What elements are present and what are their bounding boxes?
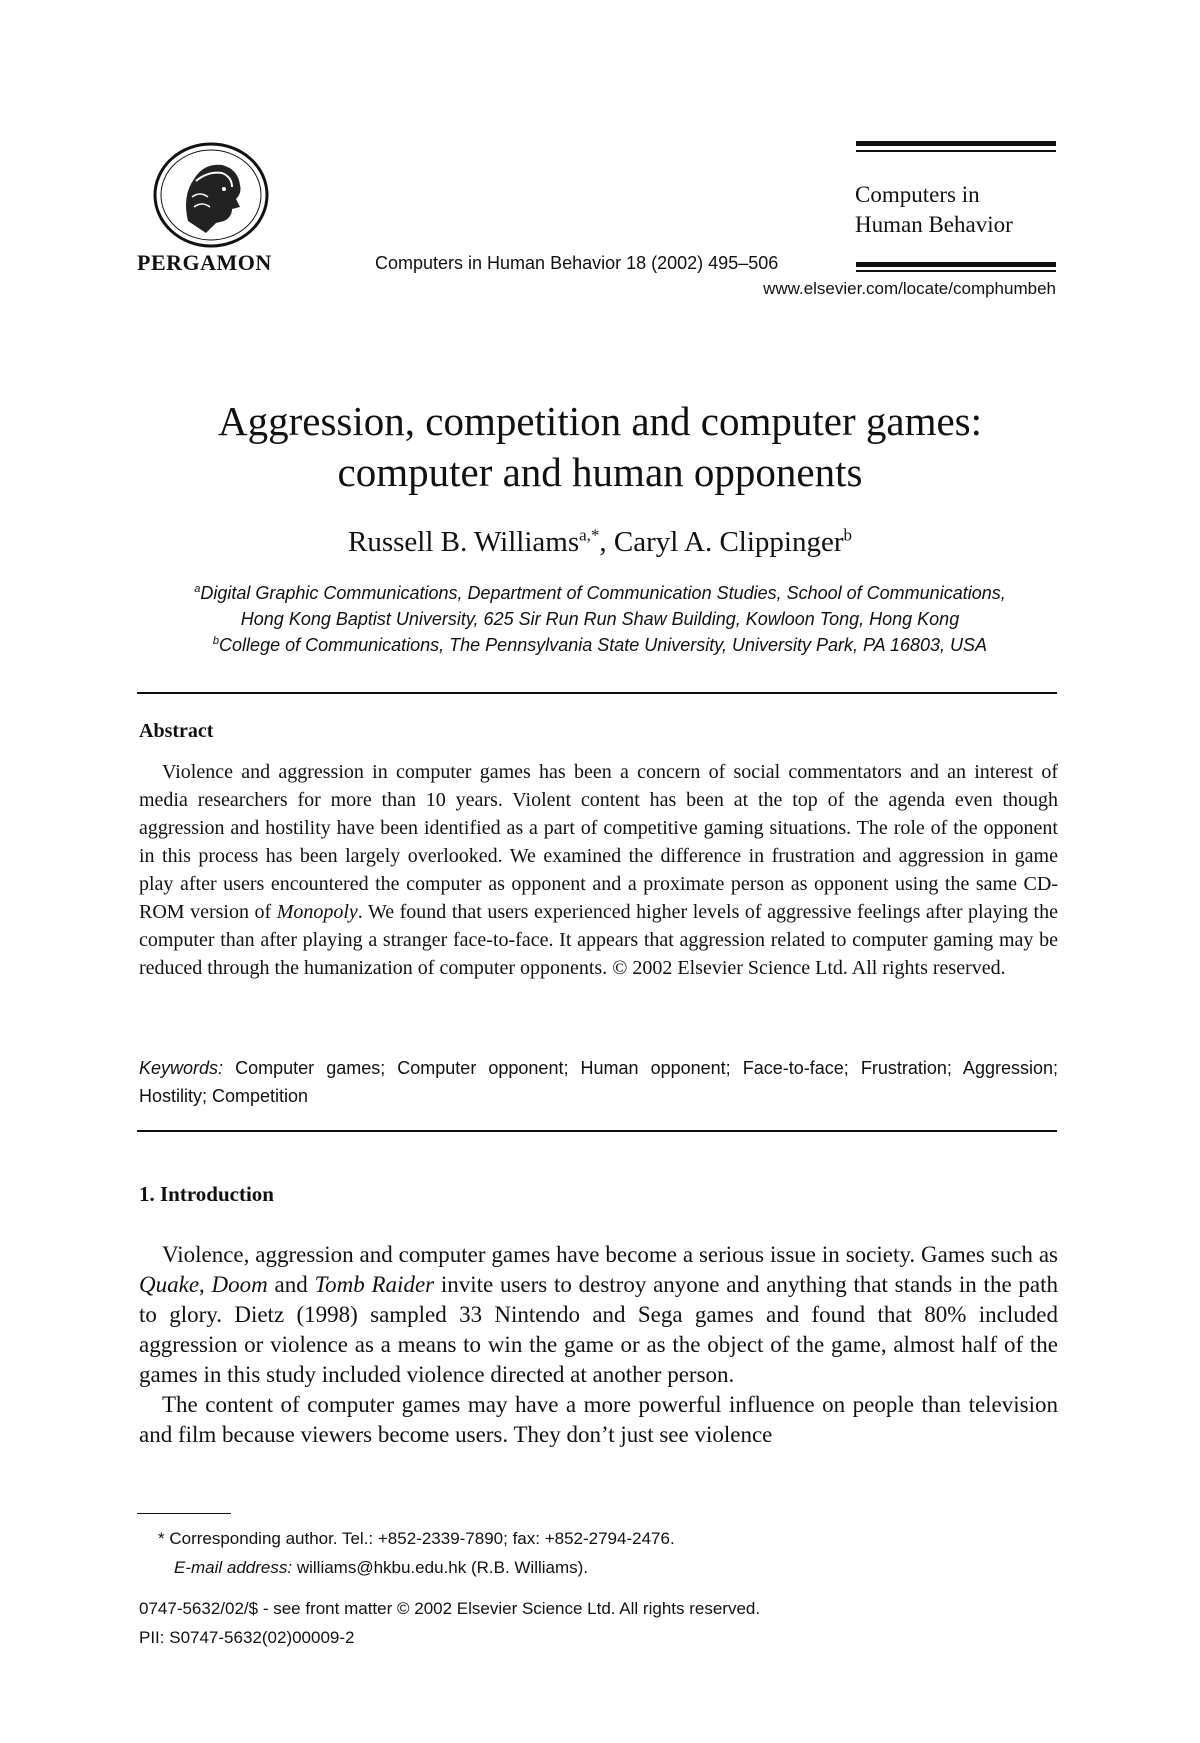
author-affiliation-marker: a,* [579,525,600,545]
journal-name-line2: Human Behavior [855,212,1013,237]
article-title [100,396,1100,498]
author-name: Caryl A. Clippinger [613,526,844,558]
footnote [158,1524,675,1582]
affiliations [100,580,1100,658]
article-title-line1: Aggression, competition and computer games: [217,398,983,444]
journal-name-line1: Computers in [855,182,980,207]
keywords-list: Computer games; Computer opponent; Human opponent; Face-to-face; Frustration; Aggression; Hostility; Competition [139,1058,1058,1106]
abstract-heading: Abstract [139,720,214,742]
journal-rule-bottom [856,262,1056,267]
pii-line: PII: S0747-5632(02)00009-2 [139,1628,355,1647]
journal-rule-bottom-thin [856,270,1056,272]
paragraph: The content of computer games may have a more powerful influence on people than television and film because viewers become users. They don’t just see violence [139,1392,1058,1447]
publication-meta [139,1594,760,1652]
article-title-line2: computer and human opponents [337,449,863,495]
keywords-label: Keywords: [139,1058,224,1078]
italic-title: Monopoly [276,901,358,923]
author-list [100,526,1100,559]
divider [137,692,1057,694]
affiliation-a: $^a$Digital Graphic Communications, Department of Communication Studies, School of Communications, [194,583,1006,603]
abstract-body: Violence and aggression in computer games has been a concern of social commentators and an interest of media researchers for more than 10 years. Violent content has been at the top of the agenda even though aggression and hostility have been identified as a part of competitive gaming situations. The role of the opponent in this process has been largely overlooked. We examined the difference in frustration and aggression in game play after users encountered the computer as opponent and a proximate person as opponent using the same CD-ROM version of Monopoly. We found that users experienced higher levels of aggressive feelings after playing the computer than after playing a stranger face-to-face. It appears that aggression related to computer gaming may be reduced through the humanization of computer opponents. © 2002 Elsevier Science Ltd. All rights reserved. [139,761,1058,979]
journal-rule-top-thin [856,150,1056,152]
publisher-name: PERGAMON [137,250,272,275]
author-name: Russell B. Williams [348,526,580,558]
affiliation-marker: b [212,635,220,647]
journal-rule-top [856,141,1056,146]
affiliation-marker: a [194,583,201,595]
affiliation-b: $^b$College of Communications, The Pennsylvania State University, University Park, PA 16803, USA [212,635,988,655]
footnote-rule [137,1513,231,1514]
affiliation-a-cont: Hong Kong Baptist University, 625 Sir Run Run Shaw Building, Kowloon Tong, Hong Kong [240,609,960,629]
pergamon-seal-logo [152,141,270,249]
author-separator: , [599,526,614,558]
footnote-email: E-mail address: williams@hkbu.edu.hk (R.B. Williams). [174,1558,589,1577]
journal-name [855,180,1013,240]
author-affiliation-marker: b [843,525,852,545]
keywords [139,1054,1058,1110]
journal-citation: Computers in Human Behavior 18 (2002) 495–506 [375,253,779,273]
paragraph: Violence, aggression and computer games have become a serious issue in society. Games such as Quake, Doom and Tomb Raider invite users to destroy anyone and anything that stands in the path to glory. Dietz (1998) sampled 33 Nintendo and Sega games and found that 80% included aggression or violence as a means to win the game or as the object of the game, almost half of the games in this study included violence directed at another person. [139,1242,1058,1387]
journal-url[interactable]: www.elsevier.com/locate/comphumbeh [763,279,1056,298]
divider [137,1130,1057,1132]
footnote-corresponding: * Corresponding author. Tel.: +852-2339-7890; fax: +852-2794-2476. [158,1529,675,1548]
issn-line: 0747-5632/02/$ - see front matter © 2002 Elsevier Science Ltd. All rights reserved. [139,1599,761,1618]
introduction-body [139,1240,1058,1450]
section-heading-introduction: 1. Introduction [139,1182,274,1206]
